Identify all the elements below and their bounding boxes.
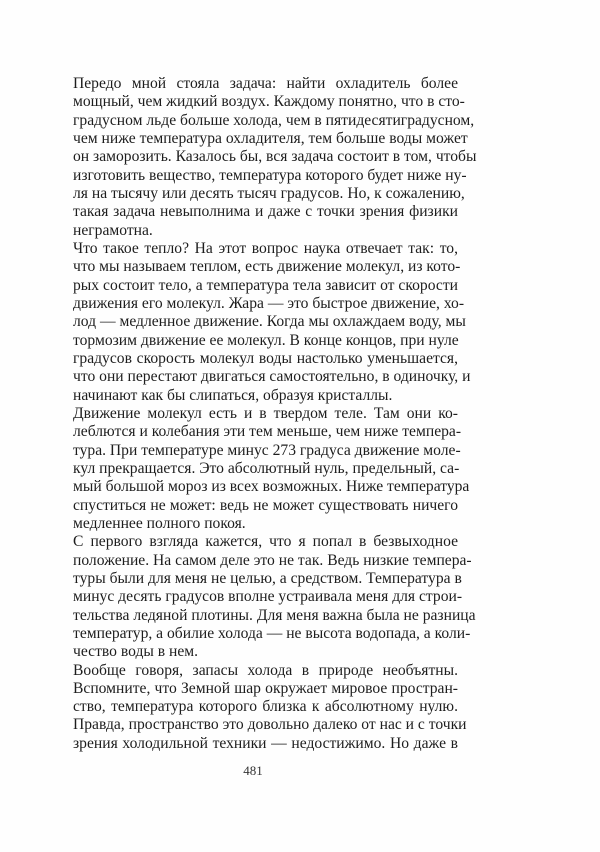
text-line: Вообще говоря, запасы холода в природе необъятны.	[73, 661, 458, 679]
text-line: он заморозить. Казалось бы, вся задача состоит в том, чтобы	[73, 148, 477, 166]
text-line: тельства ледяной плотины. Для меня важна была не разница	[73, 606, 476, 624]
text-line: спуститься не может: ведь не может существовать ничего	[73, 496, 458, 514]
body-text	[50, 75, 477, 753]
text-line: тормозим движение ее молекул. В конце концов, при нуле	[73, 331, 459, 349]
page-number: 481	[243, 763, 263, 778]
text-line: Правда, пространство это довольно далеко от нас и с точки	[73, 716, 467, 734]
text-line: начинают как бы слипаться, образуя кристаллы.	[73, 386, 393, 404]
text-line: туры были для меня не целью, а средством. Температура в	[73, 569, 462, 587]
text-line: градусном льде больше холода, чем в пятидесятиградусном,	[73, 111, 475, 129]
text-line: температур, а обилие холода — не высота водопада, а коли-	[73, 624, 471, 642]
paragraph-4	[50, 533, 476, 661]
text-line: ство, температура которого близка к абсолютному нулю.	[73, 698, 458, 716]
text-line: изготовить вещество, температура которого будет ниже ну-	[73, 166, 467, 184]
text-line: чество воды в нем.	[73, 643, 199, 661]
text-line: тура. При температуре минус 273 градуса движение моле-	[73, 441, 461, 459]
text-line: леблются и колебания эти тем меньше, чем ниже темпера-	[73, 423, 462, 441]
text-line: мощный, чем жидкий воздух. Каждому понятно, что в сто-	[73, 93, 465, 111]
text-line: положение. На самом деле это не так. Ведь низкие темпера-	[73, 551, 472, 569]
text-line: Движение молекул есть и в твердом теле. Там они ко-	[73, 404, 458, 422]
text-line: мый большой мороз из всех возможных. Ниже температура	[73, 478, 470, 496]
text-line: Передо мной стояла задача: найти охладитель более	[73, 75, 458, 92]
text-line: лод — медленное движение. Когда мы охлаждаем воду, мы	[73, 313, 466, 331]
text-line: Что такое тепло? На этот вопрос наука отвечает так: то,	[73, 239, 458, 257]
paragraph-5	[50, 661, 467, 754]
paragraph-1	[50, 75, 477, 240]
text-line: минус десять градусов вполне устраивала меня для строи-	[73, 588, 463, 606]
text-line: Вспомните, что Земной шар окружает мировое простран-	[73, 679, 458, 697]
text-line: такая задача невыполнима и даже с точки зрения физики	[73, 203, 458, 221]
text-line: кул прекращается. Это абсолютный нуль, предельный, са-	[73, 459, 460, 477]
text-line: что они перестают двигаться самостоятельно, в одиночку, и	[73, 368, 471, 386]
text-line: неграмотна.	[73, 221, 153, 239]
text-line: С первого взгляда кажется, что я попал в безвыходное	[73, 533, 458, 551]
text-line: медленнее полного покоя.	[73, 514, 246, 532]
text-line: что мы называем теплом, есть движение молекул, из кото-	[73, 258, 461, 276]
text-line: ля на тысячу или десять тысяч градусов. Но, к сожалению,	[73, 184, 465, 202]
paragraph-3	[50, 404, 470, 533]
text-line: градусов скорость молекул воды настолько уменьшается,	[73, 349, 458, 367]
text-line: зрения холодильной техники — недостижимо. Но даже в	[73, 734, 458, 752]
paragraph-2	[50, 239, 471, 405]
text-line: движения его молекул. Жара — это быстрое движение, хо-	[73, 294, 465, 312]
text-line: рых состоит тело, а температура тела зависит от скорости	[73, 276, 458, 294]
text-line: чем ниже температура охладителя, тем больше воды может	[73, 129, 468, 147]
